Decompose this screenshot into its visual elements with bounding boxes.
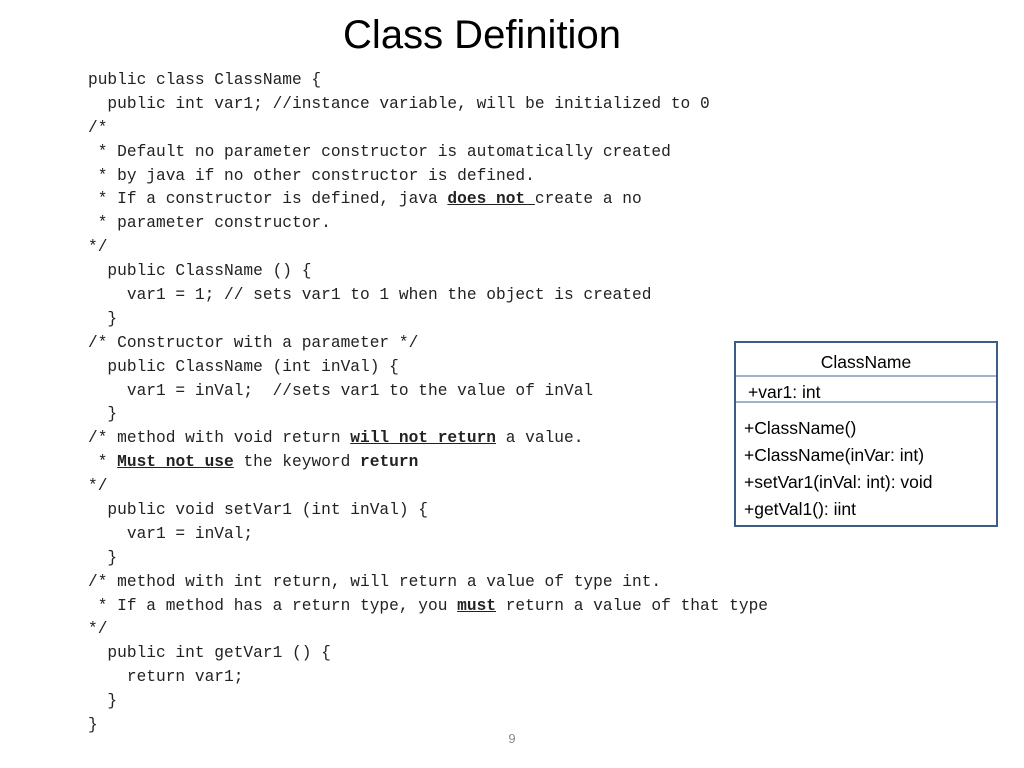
uml-class-name: ClassName [736, 343, 996, 377]
code-line [88, 308, 768, 332]
code-text: * [88, 453, 118, 472]
uml-method: +ClassName() [744, 418, 857, 438]
code-text: public class ClassName { [88, 71, 322, 89]
code-line [88, 93, 768, 117]
code-text: public void setVar1 (int inVal) { [88, 501, 428, 520]
code-text: /* method with void return [88, 429, 351, 448]
uml-method: +setVar1(inVal: int): void [744, 472, 933, 492]
code-keyword: return [360, 453, 419, 472]
code-line [88, 356, 768, 380]
code-line [88, 547, 768, 571]
code-text: the keyword [233, 453, 361, 472]
code-text: /* method with int return, will return a value of type int. [88, 572, 662, 591]
page-number: 9 [508, 731, 516, 746]
uml-attributes [736, 377, 996, 403]
code-emphasis: will not return [350, 429, 496, 448]
code-text: return var1; [88, 668, 244, 687]
code-text: } [88, 716, 98, 735]
code-line [88, 451, 768, 475]
code-text: public ClassName () { [88, 262, 312, 281]
code-line [88, 595, 768, 619]
code-listing [88, 69, 768, 738]
code-line [88, 188, 768, 212]
code-line [88, 260, 768, 284]
code-text: var1 = 1; // sets var1 to 1 when the object is created [88, 286, 652, 305]
code-line [88, 332, 768, 356]
code-text: var1 = inVal; [88, 524, 254, 543]
code-emphasis: must [457, 596, 496, 615]
code-line [88, 523, 768, 547]
code-line [88, 212, 768, 236]
code-line [88, 165, 768, 189]
code-line [88, 141, 768, 165]
code-text: create a no [534, 190, 642, 209]
code-emphasis: Must not use [117, 453, 234, 472]
code-text: var1 = inVal; //sets var1 to the value of inVal [88, 381, 594, 400]
code-line [88, 380, 768, 404]
code-text: } [88, 692, 118, 711]
code-text: */ [88, 620, 108, 639]
code-line [88, 642, 768, 666]
code-line [88, 690, 768, 714]
code-text: public ClassName (int inVal) { [88, 357, 399, 376]
code-text: * If a constructor is defined, java [88, 190, 448, 209]
uml-methods [736, 403, 996, 523]
code-text: public int var1; //instance variable, will be initialized to 0 [88, 94, 710, 113]
code-line [88, 69, 768, 93]
uml-method: +ClassName(inVar: int) [744, 445, 925, 465]
code-text: * Default no parameter constructor is automatically created [88, 142, 671, 161]
code-text: } [88, 309, 118, 328]
code-text: /* [88, 118, 108, 137]
code-text: } [88, 405, 118, 424]
uml-attribute: +var1: int [748, 382, 821, 402]
code-text: */ [88, 477, 108, 496]
code-line [88, 618, 768, 642]
code-text: * parameter constructor. [88, 214, 331, 233]
code-line [88, 666, 768, 690]
code-line [88, 403, 768, 427]
code-line [88, 499, 768, 523]
code-line [88, 427, 768, 451]
code-text: */ [88, 238, 108, 257]
code-line [88, 117, 768, 141]
code-text: a value. [496, 429, 584, 448]
code-text: /* Constructor with a parameter */ [88, 333, 419, 352]
code-line [88, 714, 768, 738]
code-line [88, 571, 768, 595]
uml-method: +getVal1(): iint [744, 499, 857, 519]
code-line [88, 284, 768, 308]
code-emphasis: does not [447, 190, 535, 209]
code-line [88, 236, 768, 260]
slide-title: Class Definition [343, 13, 621, 57]
code-text: * If a method has a return type, you [88, 596, 458, 615]
code-text: public int getVar1 () { [88, 644, 331, 663]
code-text: } [88, 548, 118, 567]
uml-class-diagram [734, 341, 998, 527]
code-text: * by java if no other constructor is defined. [88, 166, 535, 185]
code-line [88, 475, 768, 499]
code-text: return a value of that type [496, 596, 768, 615]
